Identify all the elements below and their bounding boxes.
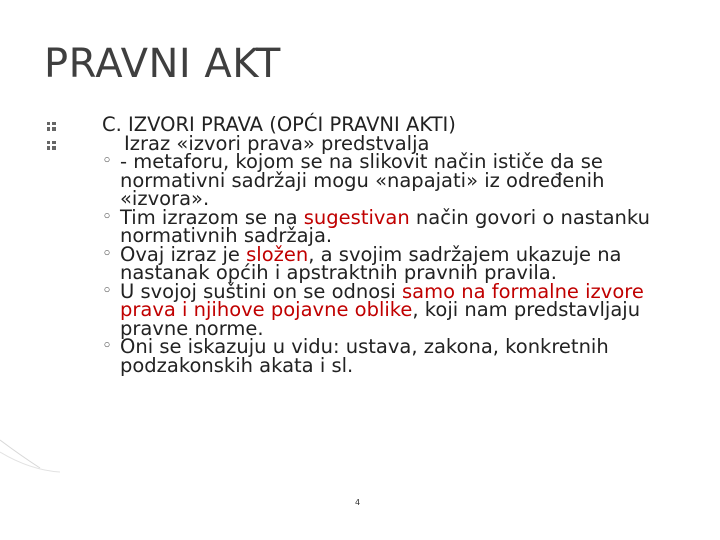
bullet-icon: [46, 121, 57, 132]
circle-bullet-icon: ◦: [102, 243, 113, 264]
bullet-text: Izraz «izvori prava» predstvalja: [124, 131, 430, 155]
bullet-text: C. IZVORI PRAVA (OPĆI PRAVNI AKTI): [102, 113, 456, 136]
circle-bullet-icon: ◦: [102, 280, 113, 301]
sub-item: [46, 150, 696, 210]
sub-item: [46, 279, 696, 340]
slide-body: [46, 113, 696, 377]
sub-item-text: Ovaj izraz je: [120, 242, 247, 266]
circle-bullet-icon: ◦: [102, 151, 113, 171]
sub-item-text: Tim izrazom se na: [120, 205, 304, 229]
sub-item-text: , a svojim sadržajem ukazuje na nastanak općih i apstraktnih pravnih pravila.: [120, 242, 622, 284]
bullet-icon: [46, 140, 57, 151]
sub-item-text: U svojoj suštini on se odnosi: [120, 279, 402, 303]
sub-item-text: , koji nam predstavljaju pravne norme.: [120, 298, 641, 340]
circle-bullet-icon: ◦: [102, 336, 113, 356]
slide-title: PRAVNI AKT: [44, 41, 281, 87]
emphasis-text: samo na formalne izvore prava i njihove pojavne oblike: [120, 279, 644, 321]
page-number: 4: [355, 498, 361, 507]
sub-item: [46, 205, 696, 247]
sub-item-text: Oni se iskazuju u vidu: ustava, zakona, konkretnih podzakonskih akata i sl.: [120, 335, 609, 377]
sub-item-text: način govori o nastanku normativnih sadržaja.: [120, 205, 650, 247]
emphasis-text: složen: [246, 242, 309, 266]
sub-item-text: - metaforu, kojom se na slikovit način ističe da se normativni sadržaji mogu «napajati» iz određenih «izvora».: [120, 150, 605, 210]
emphasis-text: sugestivan: [303, 205, 410, 229]
sub-item: [46, 335, 696, 377]
circle-bullet-icon: ◦: [102, 206, 113, 227]
sub-item: [46, 242, 696, 284]
